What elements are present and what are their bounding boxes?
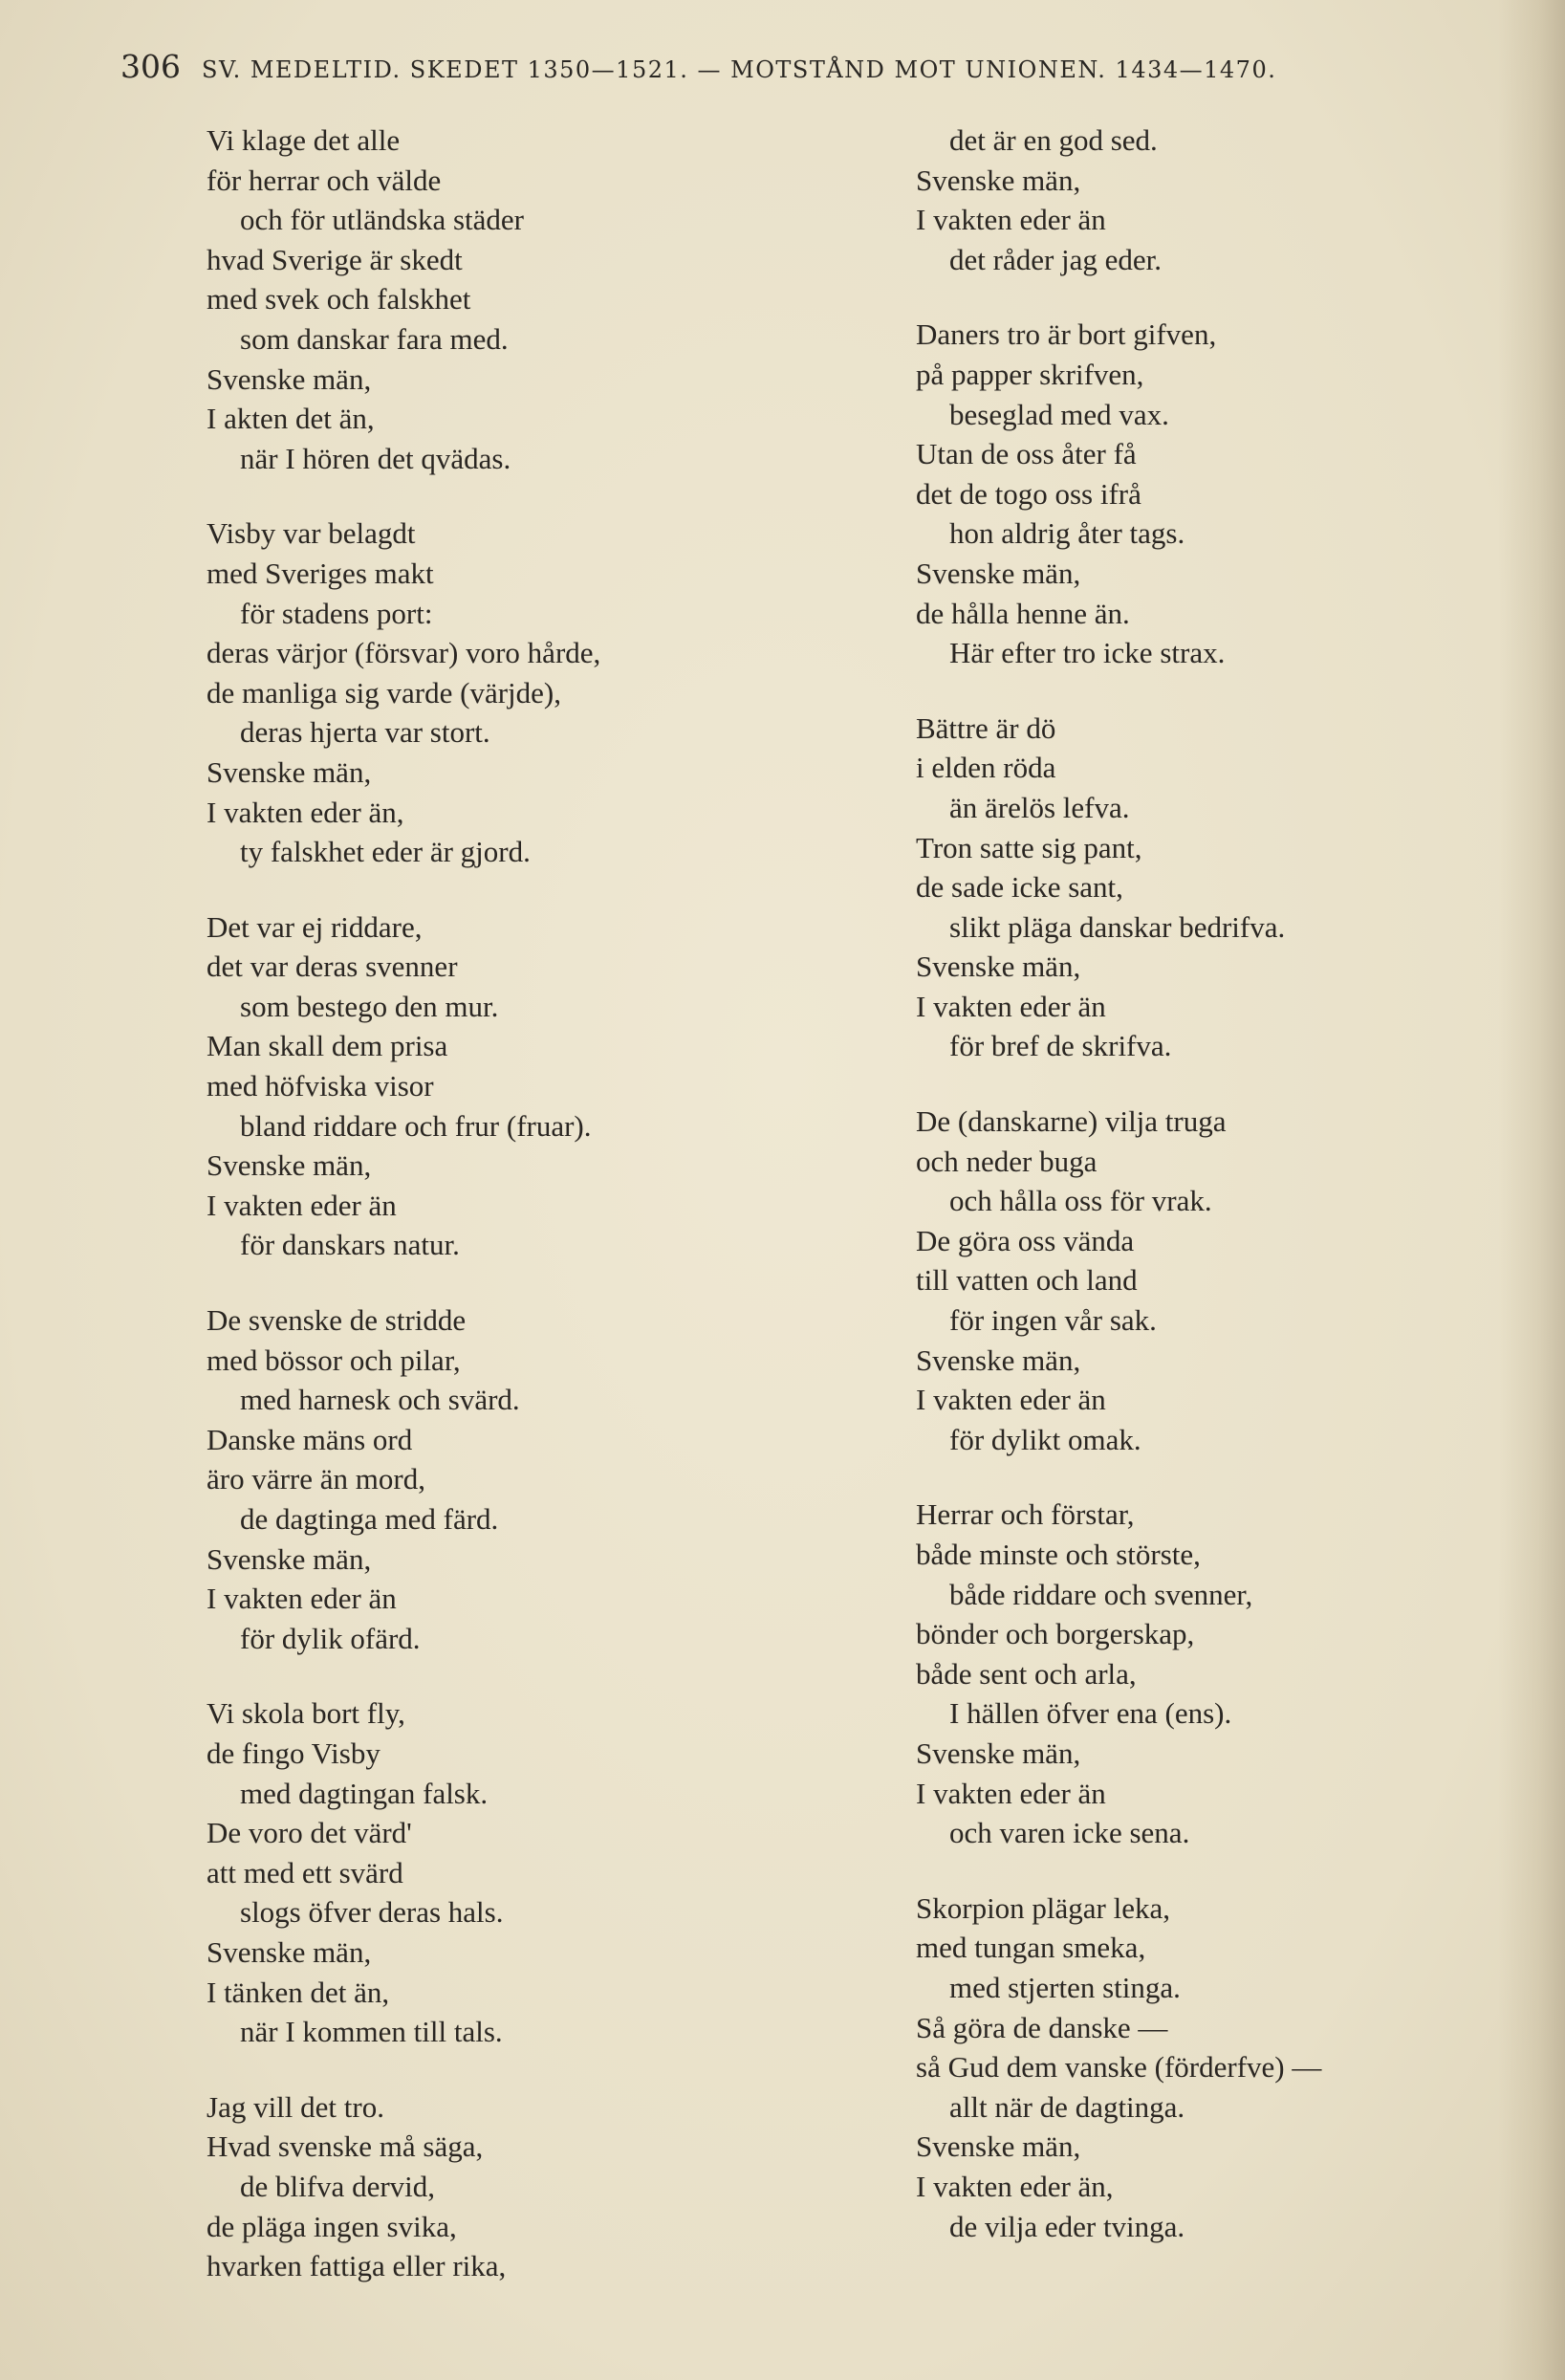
verse-line: det råder jag eder. — [949, 242, 1163, 276]
verse-line: deras värjor (försvar) voro hårde, — [206, 636, 601, 670]
page-number: 306 — [120, 48, 181, 85]
verse-line: Daners tro är bort gifven, — [916, 317, 1217, 352]
verse-line: med Sveriges makt — [206, 556, 434, 590]
verse-line: Skorpion plägar leka, — [916, 1890, 1171, 1925]
verse-line: än ärelös lefva. — [949, 790, 1130, 824]
verse-line: för dylikt omak. — [949, 1422, 1141, 1456]
running-header — [120, 48, 1526, 85]
verse-line: I tänken det än, — [206, 1975, 390, 2009]
verse-line: slogs öfver deras hals. — [240, 1895, 504, 1930]
verse-line: som bestego den mur. — [240, 989, 499, 1023]
verse-line: beseglad med vax. — [949, 397, 1169, 431]
verse-line: både minste och störste, — [916, 1538, 1201, 1571]
verse-line: Tron satte sig pant, — [916, 830, 1142, 864]
verse-line: för stadens port: — [240, 596, 433, 630]
verse-line: i elden röda — [916, 751, 1056, 785]
verse-line: I hällen öfver ena (ens). — [949, 1696, 1232, 1731]
verse-line: med svek och falskhet — [206, 282, 471, 317]
stanza — [206, 120, 742, 478]
verse-line: De göra oss vända — [916, 1223, 1135, 1257]
verse-line: så Gud dem vanske (förderfve) — — [916, 2050, 1322, 2085]
verse-line: Svenske män, — [916, 950, 1081, 984]
verse-line: ty falskhet eder är gjord. — [240, 835, 531, 869]
verse-line: Svenske män, — [916, 163, 1081, 197]
stanza — [916, 1889, 1528, 2246]
stanza — [206, 513, 742, 871]
verse-line: till vatten och land — [916, 1263, 1138, 1298]
verse-line: Bättre är dö — [916, 710, 1056, 745]
stanza — [916, 1102, 1528, 1459]
stanza — [916, 1495, 1528, 1852]
verse-line: och varen icke sena. — [949, 1816, 1190, 1850]
verse-line: Danske mäns ord — [206, 1422, 413, 1456]
verse-line: för herrar och välde — [206, 163, 442, 197]
verse-line: Man skall dem prisa — [206, 1029, 448, 1063]
stanza — [206, 1300, 742, 1658]
verse-line: det de togo oss ifrå — [916, 476, 1141, 511]
verse-line: det är en god sed. — [949, 123, 1158, 157]
verse-line: hon aldrig åter tags. — [949, 516, 1185, 551]
verse-line: Svenske män, — [206, 1934, 372, 1969]
verse-line: slikt pläga danskar bedrifva. — [949, 909, 1286, 944]
verse-line: I vakten eder än — [916, 1776, 1106, 1810]
verse-line: för danskars natur. — [240, 1228, 460, 1262]
verse-line: för bref de skrifva. — [949, 1029, 1172, 1063]
verse-line: I vakten eder än, — [916, 2169, 1114, 2203]
verse-line: de blifva dervid, — [240, 2169, 436, 2203]
verse-line: Utan de oss åter få — [916, 437, 1137, 471]
verse-line: de sade icke sant, — [916, 870, 1123, 905]
verse-line: både sent och arla, — [916, 1656, 1137, 1691]
verse-line: Hvad svenske må säga, — [206, 2129, 484, 2164]
right-column — [916, 120, 1528, 2282]
verse-line: De svenske de stridde — [206, 1303, 467, 1338]
verse-line: Svenske män, — [916, 556, 1081, 590]
stanza — [916, 120, 1528, 279]
verse-line: Svenske män, — [206, 1541, 372, 1576]
verse-line: för dylik ofärd. — [240, 1621, 421, 1655]
verse-line: bland riddare och frur (fruar). — [240, 1108, 592, 1143]
verse-line: och hålla oss för vrak. — [949, 1184, 1212, 1218]
verse-line: när I kommen till tals. — [240, 2015, 503, 2049]
verse-line: på papper skrifven, — [916, 357, 1144, 391]
verse-line: Svenske män, — [916, 1343, 1081, 1377]
verse-line: med dagtingan falsk. — [240, 1776, 489, 1810]
verse-line: I vakten eder än — [916, 203, 1106, 237]
stanza — [206, 1693, 742, 2051]
verse-line: med harnesk och svärd. — [240, 1383, 520, 1417]
verse-line: allt när de dagtinga. — [949, 2089, 1185, 2124]
running-title: SV. MEDELTID. SKEDET 1350—1521. — MOTSTÅND MOT UNIONEN. 1434—1470. — [202, 56, 1277, 83]
verse-line: de fingo Visby — [206, 1736, 380, 1770]
verse-line: bönder och borgerskap, — [916, 1617, 1195, 1651]
verse-line: de hålla henne än. — [916, 596, 1130, 630]
verse-line: både riddare och svenner, — [949, 1577, 1253, 1611]
verse-line: I vakten eder än — [916, 1383, 1106, 1417]
verse-line: och för utländska städer — [240, 203, 524, 237]
verse-line: Här efter tro icke strax. — [949, 636, 1226, 670]
verse-line: Det var ej riddare, — [206, 909, 423, 944]
verse-line: Svenske män, — [916, 1736, 1081, 1770]
verse-line: som danskar fara med. — [240, 321, 509, 356]
verse-line: deras hjerta var stort. — [240, 715, 490, 750]
verse-line: de pläga ingen svika, — [206, 2209, 457, 2243]
verse-line: hvarken fattiga eller rika, — [206, 2249, 507, 2283]
verse-line: Svenske män, — [916, 2129, 1081, 2164]
verse-line: Svenske män, — [206, 754, 372, 789]
verse-line: De voro det värd' — [206, 1816, 412, 1850]
verse-line: att med ett svärd — [206, 1855, 403, 1889]
verse-line: I vakten eder än — [916, 989, 1106, 1023]
verse-line: I vakten eder än — [206, 1582, 397, 1616]
verse-line: Svenske män, — [206, 361, 372, 396]
stanza — [206, 907, 742, 1265]
verse-line: med bössor och pilar, — [206, 1343, 461, 1377]
stanza — [206, 2087, 742, 2286]
verse-line: I vakten eder än — [206, 1188, 397, 1222]
verse-line: äro värre än mord, — [206, 1462, 425, 1496]
verse-line: det var deras svenner — [206, 950, 458, 984]
verse-line: de vilja eder tvinga. — [949, 2209, 1185, 2243]
verse-line: I vakten eder än, — [206, 795, 404, 829]
stanza — [916, 709, 1528, 1066]
verse-line: och neder buga — [916, 1144, 1098, 1178]
verse-line: med stjerten stinga. — [949, 1970, 1181, 2004]
verse-line: I akten det än, — [206, 402, 375, 436]
verse-line: De (danskarne) vilja truga — [916, 1104, 1227, 1139]
verse-line: Jag vill det tro. — [206, 2089, 384, 2124]
verse-line: med höfviska visor — [206, 1069, 434, 1103]
left-column — [206, 120, 742, 2322]
verse-line: Svenske män, — [206, 1148, 372, 1183]
verse-line: Så göra de danske — — [916, 2010, 1168, 2044]
stanza — [916, 315, 1528, 672]
verse-line: de manliga sig varde (värjde), — [206, 675, 561, 710]
verse-line: de dagtinga med färd. — [240, 1502, 499, 1536]
verse-line: hvad Sverige är skedt — [206, 242, 463, 276]
verse-line: Vi skola bort fly, — [206, 1696, 405, 1731]
verse-line: Herrar och förstar, — [916, 1497, 1135, 1532]
verse-line: med tungan smeka, — [916, 1931, 1146, 1965]
verse-line: Visby var belagdt — [206, 516, 416, 551]
verse-line: när I hören det qvädas. — [240, 441, 511, 475]
verse-line: för ingen vår sak. — [949, 1303, 1157, 1338]
verse-line: Vi klage det alle — [206, 123, 401, 157]
